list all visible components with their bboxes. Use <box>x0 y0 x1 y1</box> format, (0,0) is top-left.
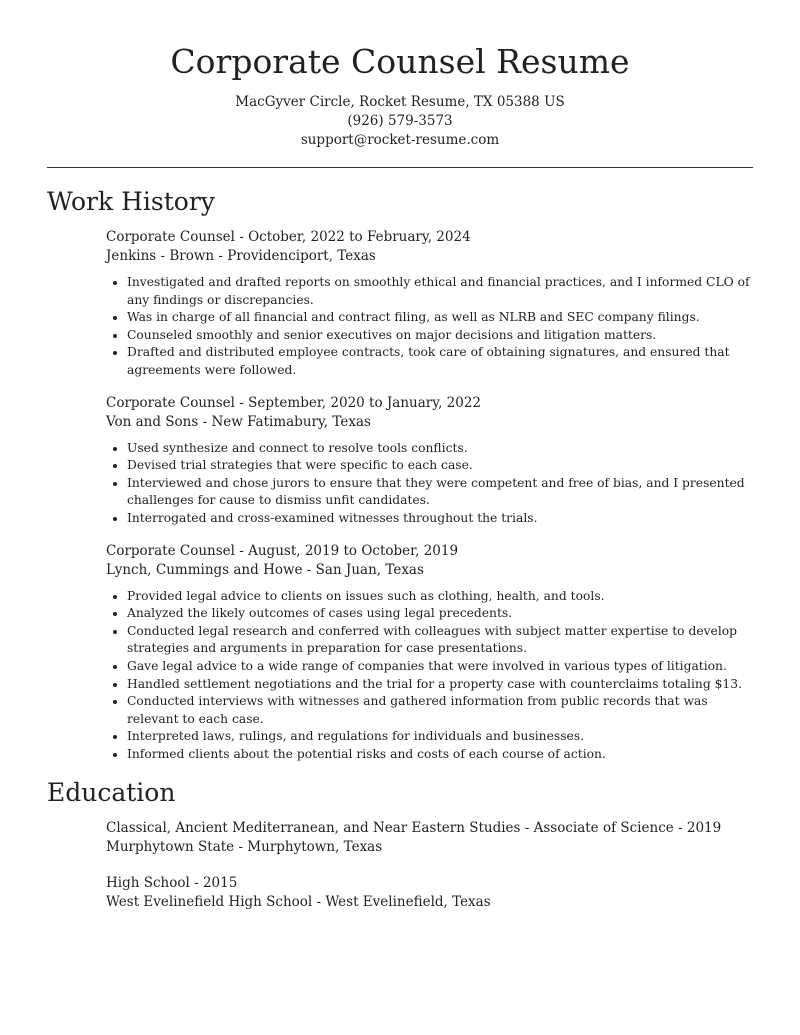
job-title: Corporate Counsel - August, 2019 to October, 2019 <box>106 542 459 559</box>
phone: (926) 579-3573 <box>347 113 453 129</box>
job-company: Von and Sons - New Fatimabury, Texas <box>106 413 371 430</box>
education-degree: Classical, Ancient Mediterranean, and Near Eastern Studies - Associate of Science - 2019 <box>106 820 722 837</box>
job-entry <box>106 394 753 528</box>
job-bullet: • Informed clients about the potential risks and costs of each course of action. <box>127 746 753 764</box>
job-bullet: • Investigated and drafted reports on smoothly ethical and financial practices, and I informed CLO of any findings or discrepancies. <box>127 274 753 309</box>
email: support@rocket-resume.com <box>300 132 500 148</box>
resume-title: Corporate Counsel Resume <box>170 42 630 81</box>
education-entry <box>106 819 753 857</box>
education-heading: Education <box>47 778 176 808</box>
job-bullet: • Used synthesize and connect to resolve tools conflicts. <box>127 440 753 458</box>
education-school: Murphytown State - Murphytown, Texas <box>106 839 383 856</box>
job-bullet: • Interpreted laws, rulings, and regulations for individuals and businesses. <box>127 728 753 746</box>
education-list <box>47 819 753 912</box>
job-bullet: • Interviewed and chose jurors to ensure that they were competent and free of bias, and I presented challenges for cause to dismiss unfit candidates. <box>127 475 753 510</box>
job-bullet: • Drafted and distributed employee contracts, took care of obtaining signatures, and ensured that agreements were followed. <box>127 344 753 379</box>
job-title: Corporate Counsel - September, 2020 to January, 2022 <box>106 394 482 411</box>
job-bullet: • Conducted legal research and conferred with colleagues with subject matter expertise to develop strategies and arguments in preparation for case presentations. <box>127 623 753 658</box>
job-bullet: • Analyzed the likely outcomes of cases using legal precedents. <box>127 605 753 623</box>
job-company: Jenkins - Brown - Providenciport, Texas <box>106 248 376 264</box>
job-entry <box>106 228 753 380</box>
job-bullet: • Gave legal advice to a wide range of companies that were involved in various types of litigation. <box>127 658 753 676</box>
education-entry <box>106 874 753 912</box>
contact-info <box>47 93 753 150</box>
job-title: Corporate Counsel - October, 2022 to February, 2024 <box>106 229 471 245</box>
education-school: West Evelinefield High School - West Evelinefield, Texas <box>106 894 491 911</box>
job-bullet: • Handled settlement negotiations and the trial for a property case with counterclaims totaling $13. <box>127 676 753 694</box>
job-bullet: • Was in charge of all financial and contract filing, as well as NLRB and SEC company filings. <box>127 309 753 327</box>
job-bullet: • Interrogated and cross-examined witnesses throughout the trials. <box>127 510 753 528</box>
divider <box>47 167 753 168</box>
job-bullets <box>106 440 753 528</box>
job-bullet: • Conducted interviews with witnesses and gathered information from public records that was relevant to each case. <box>127 693 753 728</box>
address: MacGyver Circle, Rocket Resume, TX 05388 US <box>235 94 565 110</box>
work-history-list <box>47 228 753 763</box>
education-degree: High School - 2015 <box>106 875 238 892</box>
work-history-heading: Work History <box>47 187 215 216</box>
job-entry <box>106 542 753 764</box>
job-bullets <box>106 588 753 764</box>
job-company: Lynch, Cummings and Howe - San Juan, Texas <box>106 561 424 578</box>
job-bullet: • Provided legal advice to clients on issues such as clothing, health, and tools. <box>127 588 753 606</box>
job-bullet: • Devised trial strategies that were specific to each case. <box>127 457 753 475</box>
job-bullet: • Counseled smoothly and senior executives on major decisions and litigation matters. <box>127 327 753 345</box>
job-bullets <box>106 274 753 380</box>
